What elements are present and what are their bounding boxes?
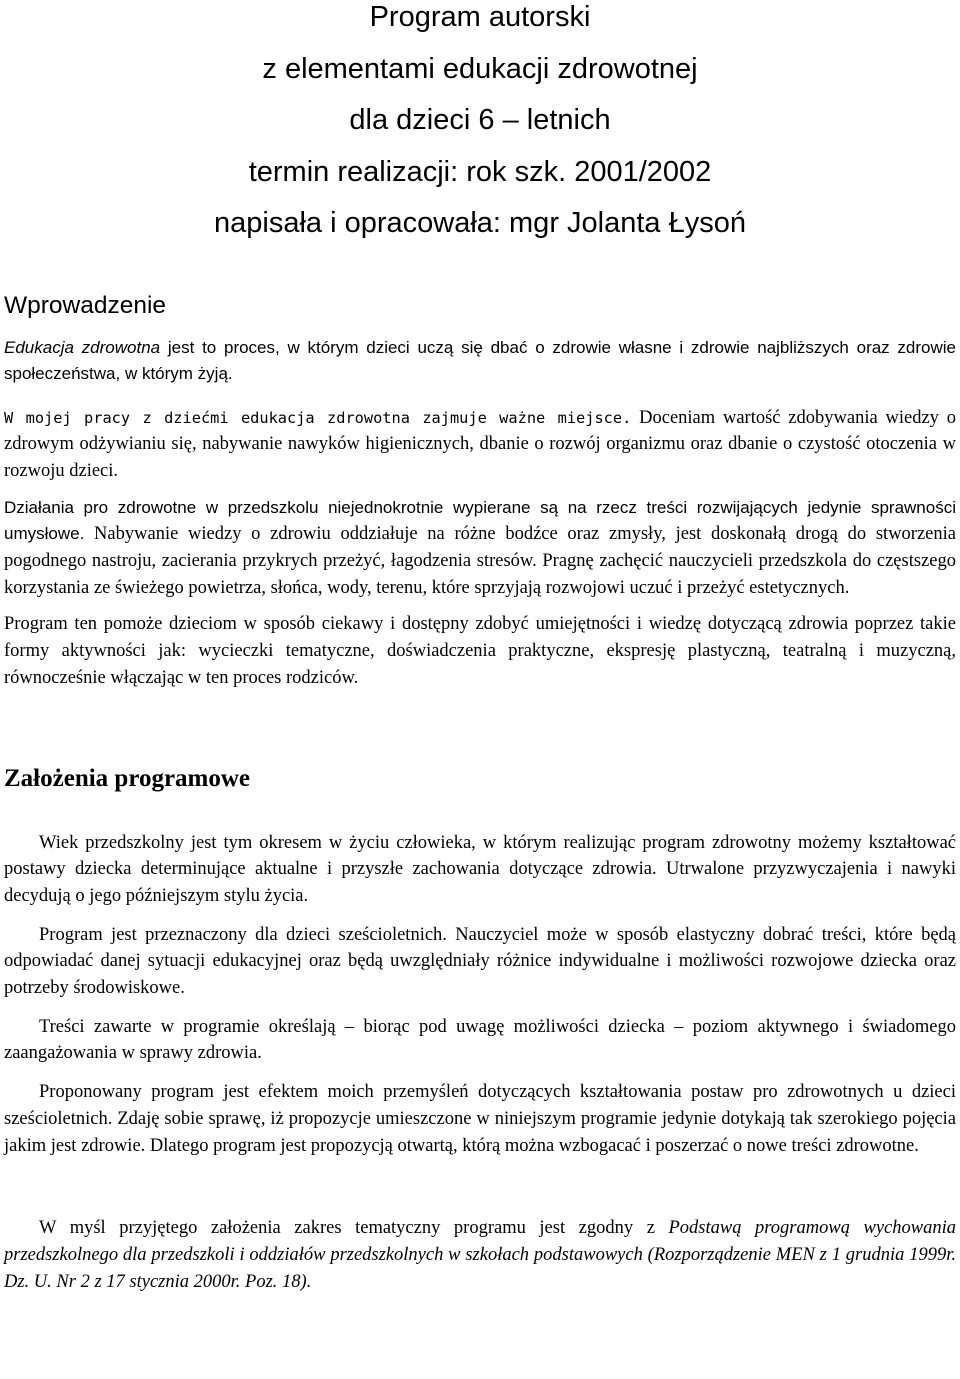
title-line: termin realizacji: rok szk. 2001/2002 xyxy=(248,155,712,188)
body-paragraph: Wiek przedszkolny jest tym okresem w życiu człowieka, w którym realizując program zdrowotny możemy kształtować postawy dziecka determinujące aktualne i przyszłe zachowania dotyczące zdrowia. Utrwalone przyzwyczajenia i nawyki decydują o jego późniejszym stylu życia. xyxy=(4,832,956,906)
body-paragraph-sans-text: Działania pro zdrowotne w przedszkolu niejednokrotnie wypierane są na rzecz treści rozwijających jedynie sprawności umysłowe. xyxy=(4,497,956,544)
intro-heading: Wprowadzenie xyxy=(4,291,167,319)
body-paragraph-text: W myśl przyjętego założenia zakres tematyczny programu jest zgodny z xyxy=(39,1218,669,1239)
title-line: napisała i opracowała: mgr Jolanta Łysoń xyxy=(214,207,746,239)
intro-italic-term: Edukacja zdrowotna xyxy=(4,337,161,357)
intro-paragraph-text: jest to proces, w którym dzieci uczą się dbać o zdrowie własne i zdrowie najbliższych oraz zdrowie społeczeństwa, w którym żyją. xyxy=(4,337,957,383)
title-block xyxy=(4,0,956,250)
body-paragraph-text: Doceniam wartość zdobywania wiedzy o zdrowym odżywianiu się, nabywanie nawyków higienicznych, dbanie o rozwój organizmu oraz dbanie o czystość otoczenia w rozwoju dzieci. xyxy=(4,407,956,481)
intro-paragraph xyxy=(4,335,956,387)
zalozenia-heading: Założenia programowe xyxy=(4,764,251,792)
title-line: dla dzieci 6 – letnich xyxy=(349,104,611,136)
body-paragraph xyxy=(4,405,956,485)
body-paragraph: Treści zawarte w programie określają – biorąc pod uwagę możliwości dziecka – poziom aktywnego i świadomego zaangażowania w sprawy zdrowia. xyxy=(4,1016,956,1064)
body-paragraph xyxy=(4,1215,956,1295)
legal-reference: Podstawą programową wychowania przedszkolnego dla przedszkoli i oddziałów przedszkolnych w szkołach podstawowych (Rozporządzenie MEN z 1 grudnia 1999r. Dz. U. Nr 2 z 17 stycznia 2000r. Poz. 18). xyxy=(4,1218,956,1292)
title-line: Program autorski xyxy=(369,1,591,33)
body-paragraph xyxy=(4,495,956,602)
body-paragraph-text: Nabywanie wiedzy o zdrowiu oddziałuje na różne bodźce oraz zmysły, jest doskonałą drogą do stworzenia pogodnego nastroju, zacierania przykrych przeżyć, łagodzenia stresów. Pragnę zachęcić nauczycieli przedszkola do częstszego korzystania ze świeżego powietrza, słońca, wody, terenu, które sprzyjają rozwojowi uczuć i przeżyć estetycznych. xyxy=(4,524,956,598)
body-paragraph-mono-text: W mojej pracy z dziećmi edukacja zdrowotna zajmuje ważne miejsce. xyxy=(4,408,632,427)
body-paragraph: Program jest przeznaczony dla dzieci sześcioletnich. Nauczyciel może w sposób elastyczny dobrać treści, które będą odpowiadać danej sytuacji edukacyjnej oraz będą uwzględniały różnice indywidualne i możliwości rozwojowe dziecka oraz potrzeby środowiskowe. xyxy=(4,924,956,999)
body-paragraph: Program ten pomoże dzieciom w sposób ciekawy i dostępny zdobyć umiejętności i wiedzę dotyczącą zdrowia poprzez takie formy aktywności jak: wycieczki tematyczne, doświadczenia praktyczne, ekspresję plastyczną, teatralną i muzyczną, równocześnie włączając w ten proces rodziców. xyxy=(4,614,956,688)
body-paragraph: Proponowany program jest efektem moich przemyśleń dotyczących kształtowania postaw pro zdrowotnych u dzieci sześcioletnich. Zdaję sobie sprawę, iż propozycje umieszczone w niniejszym programie jedynie dotykają tak szerokiego pojęcia jakim jest zdrowie. Dlatego program jest propozycją otwartą, którą można wzbogacać i poszerzać o nowe treści zdrowotne. xyxy=(4,1082,956,1156)
title-line: z elementami edukacji zdrowotnej xyxy=(262,52,698,85)
document-page xyxy=(4,0,956,1295)
